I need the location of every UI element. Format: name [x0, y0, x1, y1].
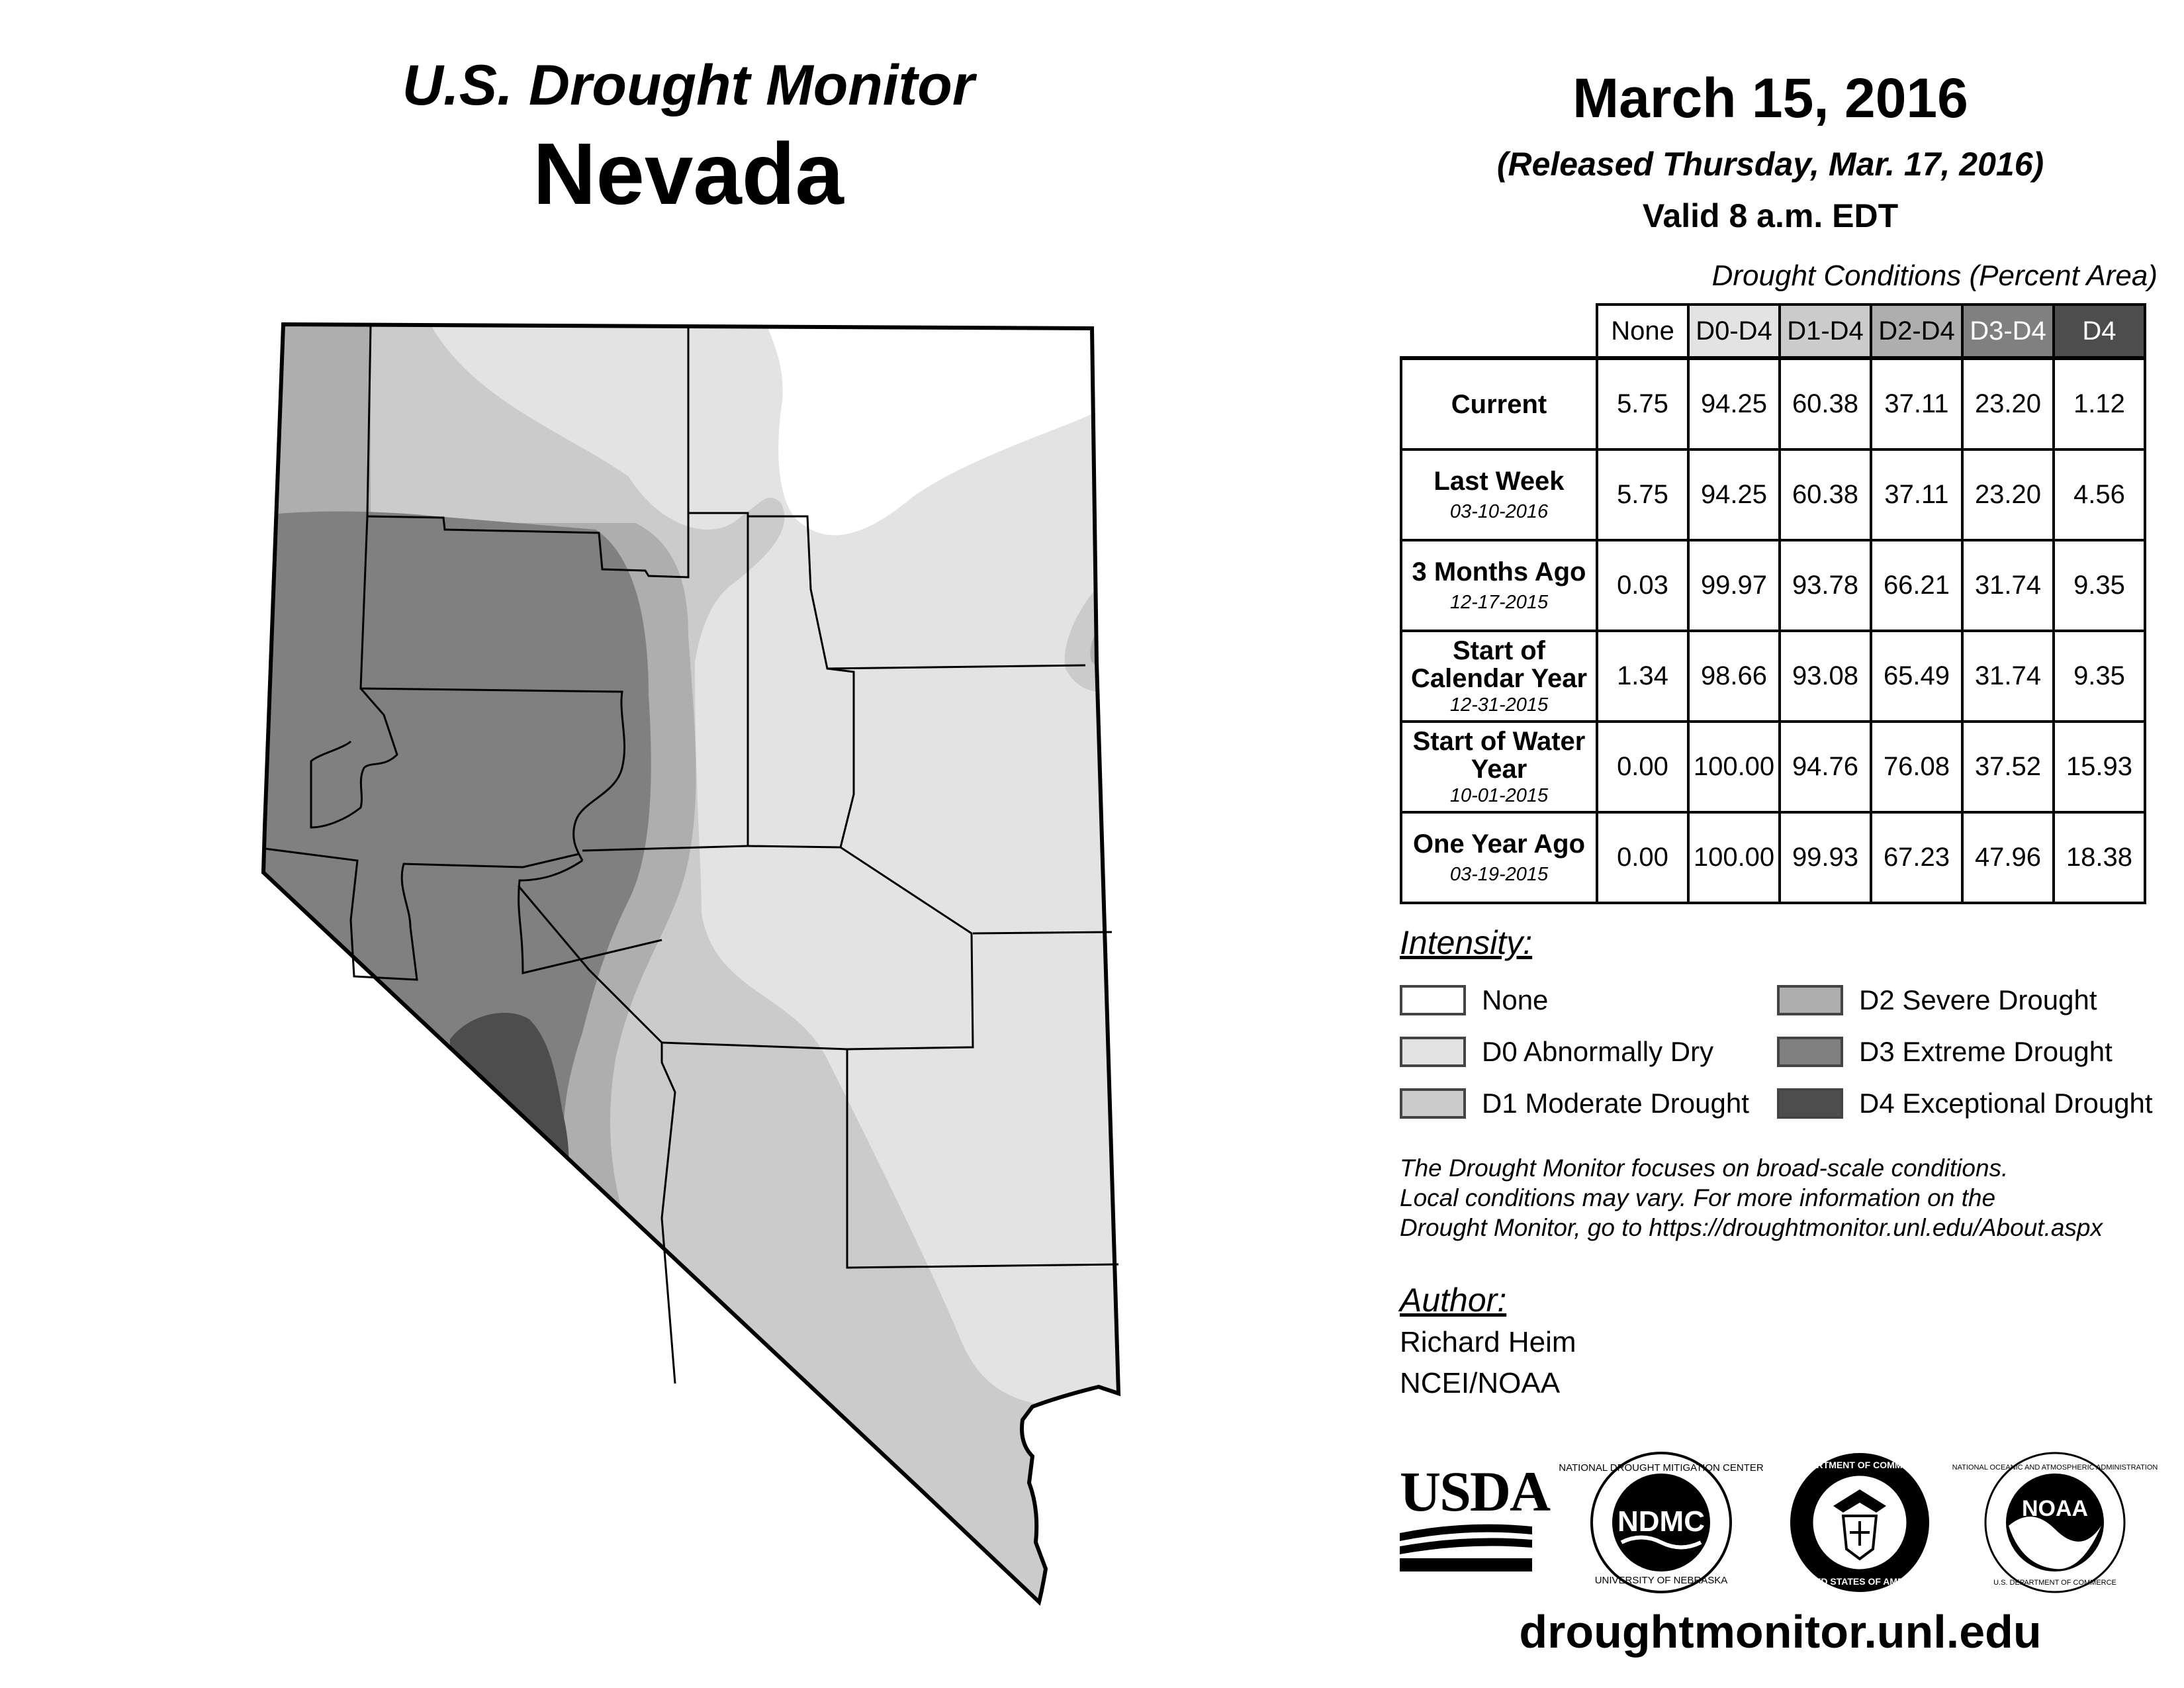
- table-cell: 18.38: [2054, 812, 2145, 903]
- map-date: March 15, 2016: [1572, 67, 1968, 129]
- row-label: [1401, 722, 1597, 812]
- legend-item-d4: [1777, 1086, 2153, 1121]
- legend-title: Intensity:: [1400, 924, 1533, 961]
- table-row: [1401, 358, 2145, 449]
- table-cell: 93.78: [1780, 540, 1871, 631]
- table-cell: 9.35: [2054, 631, 2145, 722]
- legend-swatch: [1400, 985, 1466, 1015]
- author-title: Author:: [1400, 1282, 1507, 1319]
- table-row: [1401, 722, 2145, 812]
- legend-swatch: [1777, 1037, 1843, 1067]
- legend-label: D0 Abnormally Dry: [1482, 1036, 1714, 1067]
- author-name: Richard Heim: [1400, 1326, 1576, 1358]
- table-cell: 37.11: [1871, 358, 1962, 449]
- note-line: Drought Monitor, go to https://droughtmonitor.unl.edu/About.aspx: [1400, 1214, 2103, 1242]
- table-cell: 100.00: [1688, 812, 1780, 903]
- table-cell: 5.75: [1597, 358, 1688, 449]
- table-cell: 66.21: [1871, 540, 1962, 631]
- usda-logo-text: USDA: [1400, 1460, 1550, 1523]
- table-cell: 0.03: [1597, 540, 1688, 631]
- table-cell: 94.25: [1688, 449, 1780, 540]
- col-d4: D4: [2054, 305, 2145, 358]
- table-cell: 31.74: [1962, 540, 2054, 631]
- commerce-seal-icon: [1787, 1450, 1933, 1595]
- legend-label: D4 Exceptional Drought: [1859, 1088, 2153, 1119]
- product-title: U.S. Drought Monitor: [402, 54, 975, 117]
- legend-item-none: [1400, 982, 1548, 1018]
- disclaimer-note: [1400, 1153, 2181, 1243]
- legend-item-d0: [1400, 1034, 1713, 1070]
- table-cell: 1.34: [1597, 631, 1688, 722]
- row-label-text: Last Week: [1433, 467, 1565, 496]
- legend-swatch: [1777, 1088, 1843, 1119]
- row-label-text: Start of Calendar Year: [1410, 636, 1588, 694]
- note-line: Local conditions may vary. For more information on the: [1400, 1184, 1996, 1212]
- row-label: [1401, 812, 1597, 903]
- row-label-text: Start of Water Year: [1412, 727, 1586, 784]
- legend-swatch: [1400, 1088, 1466, 1119]
- table-cell: 47.96: [1962, 812, 2054, 903]
- usda-swoosh-icon: [1400, 1520, 1532, 1573]
- website-link[interactable]: droughtmonitor.unl.edu: [1519, 1606, 2042, 1658]
- row-label-text: One Year Ago: [1412, 829, 1586, 859]
- table-cell: 23.20: [1962, 449, 2054, 540]
- state-title: Nevada: [533, 125, 844, 222]
- table-cell: 15.93: [2054, 722, 2145, 812]
- legend-item-d1: [1400, 1086, 1749, 1121]
- ndmc-logo-text: NDMC: [1617, 1505, 1705, 1538]
- ndmc-ring-top: NATIONAL DROUGHT MITIGATION CENTER: [1559, 1462, 1764, 1474]
- commerce-logo: [1787, 1450, 1933, 1595]
- table-cell: 99.93: [1780, 812, 1871, 903]
- legend-swatch: [1400, 1037, 1466, 1067]
- table-cell: 76.08: [1871, 722, 1962, 812]
- table-caption: Drought Conditions (Percent Area): [1711, 259, 2158, 292]
- table-corner: [1401, 305, 1597, 358]
- table-cell: 60.38: [1780, 449, 1871, 540]
- table-row: [1401, 540, 2145, 631]
- row-date: 03-10-2016: [1449, 501, 1549, 523]
- legend-label: D1 Moderate Drought: [1482, 1088, 1749, 1119]
- noaa-ring-bottom: U.S. DEPARTMENT OF COMMERCE: [1993, 1579, 2116, 1587]
- legend-item-d3: [1777, 1034, 2113, 1070]
- table-cell: 37.52: [1962, 722, 2054, 812]
- valid-time: Valid 8 a.m. EDT: [1642, 197, 1899, 234]
- legend-item-d2: [1777, 982, 2097, 1018]
- ndmc-ring-bottom: UNIVERSITY OF NEBRASKA: [1594, 1575, 1728, 1586]
- release-date: (Released Thursday, Mar. 17, 2016): [1496, 146, 2044, 183]
- table-cell: 0.00: [1597, 812, 1688, 903]
- col-d1-d4: D1-D4: [1780, 305, 1871, 358]
- table-cell: 5.75: [1597, 449, 1688, 540]
- table-row: [1401, 449, 2145, 540]
- table-cell: 100.00: [1688, 722, 1780, 812]
- col-d2-d4: D2-D4: [1871, 305, 1962, 358]
- row-label: [1401, 449, 1597, 540]
- row-label-text: 3 Months Ago: [1412, 557, 1586, 587]
- row-label: [1401, 631, 1597, 722]
- table-cell: 67.23: [1871, 812, 1962, 903]
- ndmc-logo: [1559, 1450, 1764, 1595]
- table-cell: 93.08: [1780, 631, 1871, 722]
- legend-label: D2 Severe Drought: [1859, 984, 2097, 1015]
- table-cell: 37.11: [1871, 449, 1962, 540]
- row-date: 12-17-2015: [1449, 592, 1549, 614]
- noaa-ring-top: NATIONAL OCEANIC AND ATMOSPHERIC ADMINISTRATION: [1952, 1464, 2158, 1472]
- row-date: 12-31-2015: [1449, 694, 1549, 716]
- author-org: NCEI/NOAA: [1400, 1367, 1561, 1399]
- col-none: None: [1597, 305, 1688, 358]
- drought-conditions-table: [1400, 303, 2146, 904]
- note-line: The Drought Monitor focuses on broad-scale conditions.: [1400, 1154, 2009, 1182]
- noaa-seal-icon: [1952, 1450, 2158, 1595]
- table-cell: 94.25: [1688, 358, 1780, 449]
- table-cell: 4.56: [2054, 449, 2145, 540]
- table-row: [1401, 631, 2145, 722]
- table-cell: 94.76: [1780, 722, 1871, 812]
- col-d0-d4: D0-D4: [1688, 305, 1780, 358]
- row-date: 10-01-2015: [1449, 785, 1549, 807]
- table-cell: 1.12: [2054, 358, 2145, 449]
- row-label: [1401, 358, 1597, 449]
- table-cell: 31.74: [1962, 631, 2054, 722]
- noaa-logo: [1952, 1450, 2158, 1595]
- table-row: [1401, 812, 2145, 903]
- legend-label: D3 Extreme Drought: [1859, 1036, 2113, 1067]
- table-header-row: [1401, 305, 2145, 358]
- commerce-ring-top: DEPARTMENT OF COMMERCE: [1791, 1460, 1929, 1470]
- table-cell: 60.38: [1780, 358, 1871, 449]
- table-cell: 9.35: [2054, 540, 2145, 631]
- col-d3-d4: D3-D4: [1962, 305, 2054, 358]
- commerce-ring-bottom: UNITED STATES OF AMERICA: [1793, 1576, 1927, 1587]
- noaa-logo-text: NOAA: [2021, 1496, 2089, 1521]
- table-cell: 99.97: [1688, 540, 1780, 631]
- table-cell: 23.20: [1962, 358, 2054, 449]
- row-label: [1401, 540, 1597, 631]
- table-cell: 0.00: [1597, 722, 1688, 812]
- usda-logo: [1400, 1460, 1550, 1569]
- table-cell: 98.66: [1688, 631, 1780, 722]
- legend-swatch: [1777, 985, 1843, 1015]
- row-date: 03-19-2015: [1449, 864, 1549, 886]
- row-label-text: Current: [1451, 389, 1547, 419]
- legend-label: None: [1482, 984, 1549, 1015]
- table-cell: 65.49: [1871, 631, 1962, 722]
